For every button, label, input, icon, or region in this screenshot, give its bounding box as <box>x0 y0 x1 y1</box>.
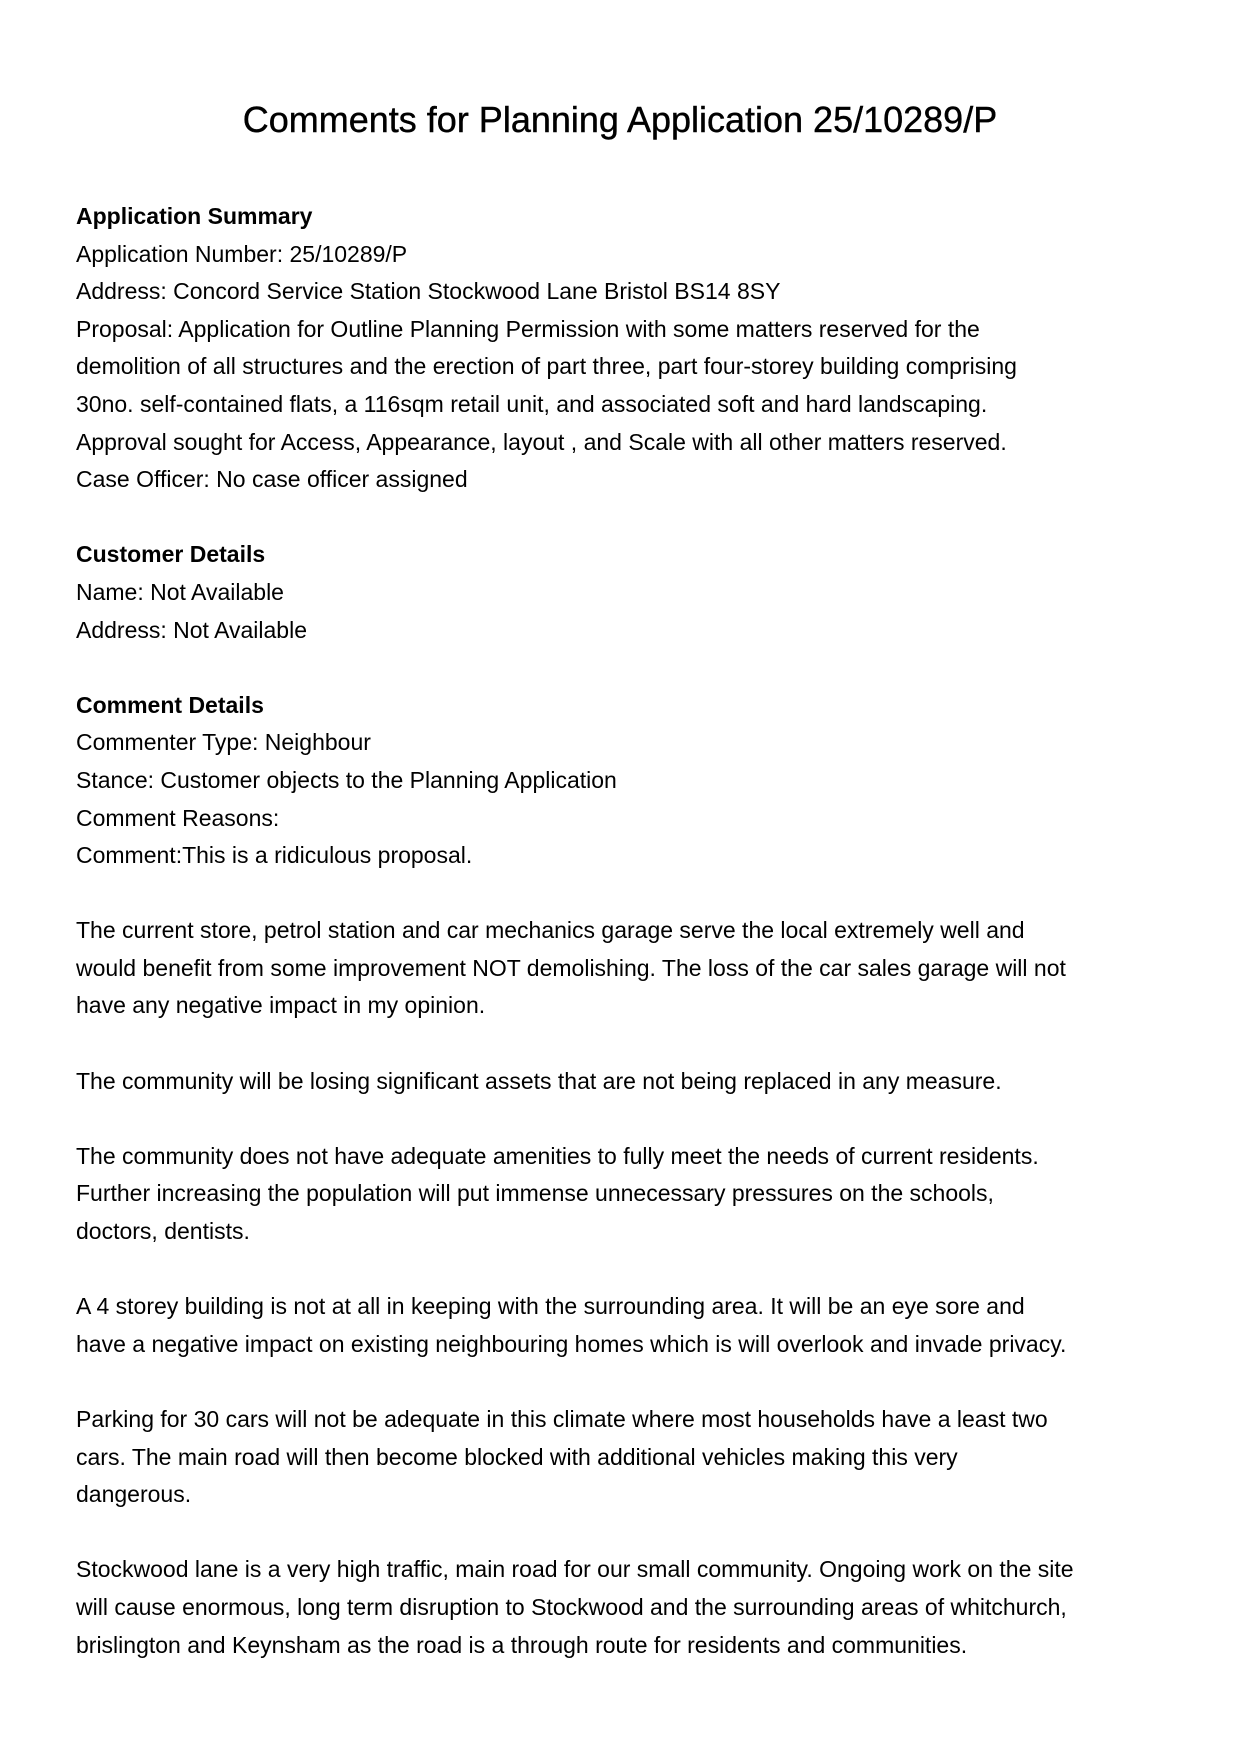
comment-paragraph: A 4 storey building is not at all in keeping with the surrounding area. It will be an eye sore and have a negative impact on existing neighbouring homes which is will overlook and invade privacy. <box>76 1293 1067 1357</box>
paragraph-spacer <box>76 1363 1186 1401</box>
application-summary-section <box>76 198 1186 499</box>
customer-details-heading: Customer Details <box>76 541 266 568</box>
comment-paragraph: The community does not have adequate amenities to fully meet the needs of current residents. Further increasing the population will put immense unnecessary pressures on the schools, doctors, dentists. <box>76 1142 1039 1245</box>
application-summary-heading: Application Summary <box>76 203 313 229</box>
section-spacer <box>76 649 1186 687</box>
comment-paragraph: The current store, petrol station and car mechanics garage serve the local extremely well and would benefit from some improvement NOT demolishing. The loss of the car sales garage will not have any negative impact in my opinion. <box>76 917 1066 1019</box>
comment-intro: Comment:This is a ridiculous proposal. <box>76 842 473 869</box>
paragraph-spacer <box>76 1025 1186 1063</box>
application-number: Application Number: 25/10289/P <box>76 240 408 267</box>
page-title: Comments for Planning Application 25/10289/P <box>242 99 998 140</box>
proposal-line: demolition of all structures and the erection of part three, part four-storey building comprising <box>76 353 1017 380</box>
case-officer: Case Officer: No case officer assigned <box>76 466 468 493</box>
paragraph-spacer <box>76 1251 1186 1289</box>
section-spacer <box>76 499 1186 537</box>
customer-details-section <box>76 536 1186 649</box>
proposal-line: 30no. self-contained flats, a 116sqm retail unit, and associated soft and hard landscaping. <box>76 390 988 417</box>
proposal-line: Proposal: Application for Outline Planning Permission with some matters reserved for the <box>76 315 980 342</box>
customer-name: Name: Not Available <box>76 578 284 605</box>
document-body <box>76 198 1186 1664</box>
stance: Stance: Customer objects to the Planning Application <box>76 766 617 793</box>
paragraph-spacer <box>76 1100 1186 1138</box>
paragraph-spacer <box>76 1514 1186 1552</box>
comment-paragraph: Parking for 30 cars will not be adequate in this climate where most households have a least two cars. The main road will then become blocked with additional vehicles making this very dangerous. <box>76 1406 1048 1508</box>
comment-reasons: Comment Reasons: <box>76 804 280 831</box>
proposal-line: Approval sought for Access, Appearance, layout , and Scale with all other matters reserved. <box>76 428 1007 455</box>
comment-paragraph: Stockwood lane is a very high traffic, main road for our small community. Ongoing work on the site will cause enormous, long term disruption to Stockwood and the surrounding areas of whitchurch, brislington and Keynsham as the road is a through route for residents and communities. <box>76 1556 1074 1658</box>
paragraph-spacer <box>76 875 1186 913</box>
commenter-type: Commenter Type: Neighbour <box>76 729 371 756</box>
application-address: Address: Concord Service Station Stockwood Lane Bristol BS14 8SY <box>76 278 781 305</box>
comment-details-section <box>76 687 1186 875</box>
customer-address: Address: Not Available <box>76 616 307 643</box>
comment-paragraph: The community will be losing significant assets that are not being replaced in any measure. <box>76 1067 1002 1094</box>
comment-details-heading: Comment Details <box>76 691 264 718</box>
